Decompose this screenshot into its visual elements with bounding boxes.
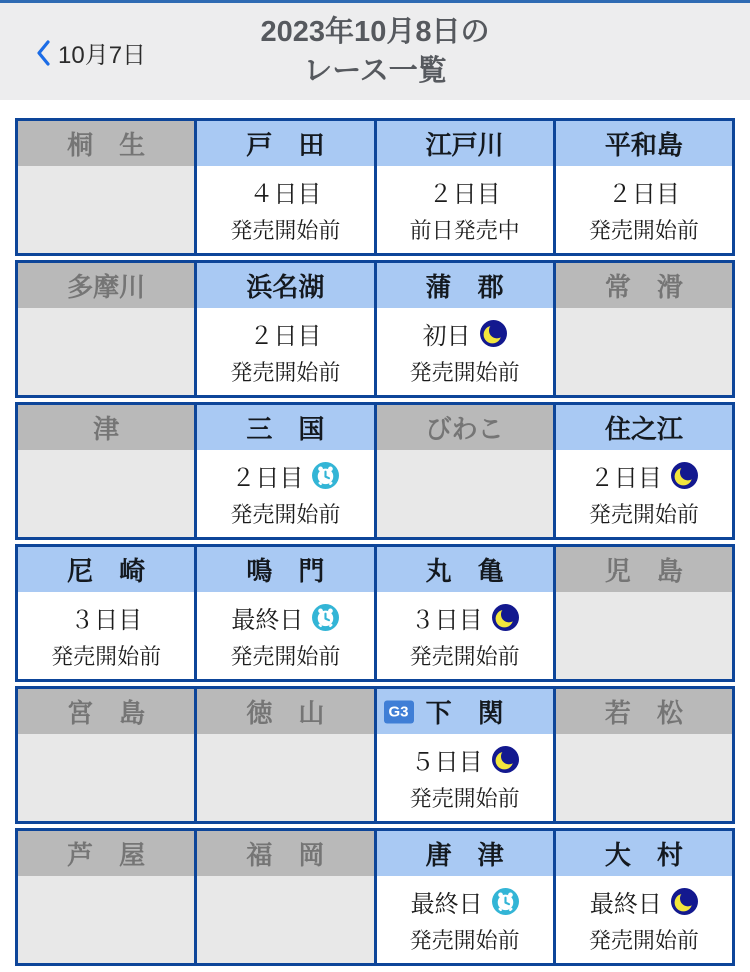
day-label: ２日目: [607, 181, 680, 208]
venue-name-label: 芦 屋: [67, 840, 146, 870]
night-race-moon-icon: [480, 320, 507, 347]
venue-body: [197, 308, 373, 395]
day-label: 初日: [422, 323, 471, 350]
page-title-line1: 2023年10月8日の: [260, 16, 490, 49]
venue-header: [197, 689, 373, 734]
day-line: [18, 601, 194, 634]
venue-cell: [197, 689, 373, 821]
sale-status-label: 発売開始前: [588, 502, 699, 527]
venue-header: [377, 263, 553, 308]
venue-cell[interactable]: [377, 263, 553, 395]
venue-header: [197, 405, 373, 450]
venue-body: [556, 166, 732, 253]
venue-name-label: 福 岡: [246, 840, 325, 870]
venue-cell[interactable]: [556, 831, 732, 963]
page-title: [261, 13, 490, 90]
sale-status-label: 発売開始前: [409, 928, 520, 953]
day-label: ２日目: [428, 181, 501, 208]
night-race-moon-icon: [492, 604, 519, 631]
venue-header: [18, 547, 194, 592]
day-line: [377, 317, 553, 350]
day-label: 最終日: [589, 891, 662, 918]
venue-body: [377, 166, 553, 253]
day-line: [556, 459, 732, 492]
venue-header: [377, 689, 553, 734]
sale-status-label: 発売開始前: [409, 644, 520, 669]
venue-name-label: 平和島: [604, 130, 683, 160]
sale-status-label: 発売開始前: [588, 928, 699, 953]
venue-body: [377, 308, 553, 395]
venue-name-label: 多摩川: [67, 272, 146, 302]
venue-body: [197, 876, 373, 963]
venue-header: [197, 121, 373, 166]
venue-body: [556, 876, 732, 963]
page-title-line2: レース一覧: [303, 54, 447, 87]
venue-grid: [15, 118, 735, 966]
venue-cell: [18, 263, 194, 395]
venue-cell[interactable]: [377, 689, 553, 821]
venue-row: [15, 828, 735, 966]
venue-name-label: 児 島: [604, 556, 683, 586]
day-label: 最終日: [410, 891, 483, 918]
venue-header: [197, 547, 373, 592]
back-button-label: 10月7日: [58, 42, 147, 69]
venue-body: [377, 592, 553, 679]
sale-status-label: 発売開始前: [588, 218, 699, 243]
sale-status-label: 発売開始前: [409, 786, 520, 811]
venue-row: [15, 118, 735, 256]
day-line: [377, 601, 553, 634]
day-line: [197, 175, 373, 208]
day-line: [377, 885, 553, 918]
venue-body: [18, 308, 194, 395]
day-label: ３日目: [410, 607, 483, 634]
venue-header: [377, 121, 553, 166]
venue-header: [556, 263, 732, 308]
venue-header: [197, 263, 373, 308]
venue-cell: [556, 263, 732, 395]
venue-name-label: 丸 亀: [425, 556, 504, 586]
venue-body: [377, 876, 553, 963]
venue-row: [15, 402, 735, 540]
sale-status-label: 発売開始前: [409, 360, 520, 385]
venue-cell[interactable]: [377, 547, 553, 679]
venue-cell[interactable]: [197, 121, 373, 253]
venue-cell: [197, 831, 373, 963]
morning-race-clock-icon: [312, 604, 339, 631]
venue-body: [377, 734, 553, 821]
venue-body: [197, 734, 373, 821]
night-race-moon-icon: [671, 462, 698, 489]
venue-cell: [556, 547, 732, 679]
day-label: ２日目: [249, 323, 322, 350]
venue-body: [18, 450, 194, 537]
venue-row: [15, 260, 735, 398]
venue-name-label: 大 村: [604, 840, 683, 870]
venue-cell[interactable]: [377, 121, 553, 253]
day-line: [556, 885, 732, 918]
venue-name-label: 蒲 郡: [425, 272, 504, 302]
grade-g3-badge: G3: [384, 700, 414, 723]
day-label: 最終日: [231, 607, 304, 634]
venue-cell: [377, 405, 553, 537]
venue-header: [556, 689, 732, 734]
day-line: [197, 601, 373, 634]
sale-status-label: 発売開始前: [230, 502, 341, 527]
sale-status-label: 発売開始前: [230, 360, 341, 385]
venue-body: [556, 734, 732, 821]
venue-name-label: 鳴 門: [246, 556, 325, 586]
sale-status-label: 発売開始前: [230, 218, 341, 243]
venue-name-label: 若 松: [604, 698, 683, 728]
sale-status-label: 発売開始前: [230, 644, 341, 669]
venue-name-label: 住之江: [604, 414, 683, 444]
chevron-left-icon: [36, 40, 51, 66]
venue-cell: [18, 831, 194, 963]
venue-name-label: 下 関: [425, 698, 504, 728]
venue-header: [18, 405, 194, 450]
night-race-moon-icon: [492, 746, 519, 773]
venue-header: [18, 263, 194, 308]
day-line: [377, 743, 553, 776]
venue-body: [377, 450, 553, 537]
venue-header: [556, 831, 732, 876]
venue-name-label: 尼 崎: [67, 556, 146, 586]
venue-header: [556, 121, 732, 166]
venue-name-label: 三 国: [246, 414, 325, 444]
day-label: ３日目: [70, 607, 143, 634]
venue-body: [197, 450, 373, 537]
venue-cell[interactable]: [197, 405, 373, 537]
venue-body: [18, 592, 194, 679]
venue-cell: [18, 689, 194, 821]
venue-name-label: 宮 島: [67, 698, 146, 728]
venue-cell[interactable]: [197, 263, 373, 395]
day-line: [197, 459, 373, 492]
venue-header: [377, 547, 553, 592]
venue-cell: [18, 405, 194, 537]
venue-cell: [556, 689, 732, 821]
venue-name-label: 常 滑: [604, 272, 683, 302]
night-race-moon-icon: [671, 888, 698, 915]
venue-row: [15, 686, 735, 824]
venue-cell[interactable]: [377, 831, 553, 963]
venue-name-label: 徳 山: [246, 698, 325, 728]
venue-cell[interactable]: [556, 405, 732, 537]
morning-race-clock-icon: [312, 462, 339, 489]
venue-name-label: 戸 田: [246, 130, 325, 160]
day-line: [556, 175, 732, 208]
venue-header: [556, 405, 732, 450]
day-label: ４日目: [249, 181, 322, 208]
venue-body: [18, 876, 194, 963]
venue-cell[interactable]: [556, 121, 732, 253]
morning-race-clock-icon: [492, 888, 519, 915]
day-label: ５日目: [410, 749, 483, 776]
day-label: ２日目: [589, 465, 662, 492]
venue-cell[interactable]: [18, 547, 194, 679]
back-button[interactable]: [36, 35, 146, 70]
venue-cell: [18, 121, 194, 253]
sale-status-label: 発売開始前: [51, 644, 162, 669]
venue-name-label: 唐 津: [425, 840, 504, 870]
venue-name-label: びわこ: [425, 414, 504, 444]
day-line: [377, 175, 553, 208]
venue-header: [197, 831, 373, 876]
venue-name-label: 浜名湖: [246, 272, 325, 302]
day-line: [197, 317, 373, 350]
venue-body: [556, 592, 732, 679]
venue-header: [377, 831, 553, 876]
venue-body: [556, 308, 732, 395]
venue-name-label: 江戸川: [425, 130, 504, 160]
venue-row: [15, 544, 735, 682]
venue-body: [18, 166, 194, 253]
venue-header: [18, 831, 194, 876]
venue-body: [197, 166, 373, 253]
venue-name-label: 津: [93, 414, 120, 444]
venue-header: [377, 405, 553, 450]
day-label: ２日目: [231, 465, 304, 492]
venue-header: [556, 547, 732, 592]
sale-status-label: 前日発売中: [409, 218, 520, 243]
venue-body: [18, 734, 194, 821]
venue-cell[interactable]: [197, 547, 373, 679]
venue-body: [556, 450, 732, 537]
venue-body: [197, 592, 373, 679]
venue-header: [18, 121, 194, 166]
venue-name-label: 桐 生: [67, 130, 146, 160]
app-header: [0, 3, 750, 100]
venue-header: [18, 689, 194, 734]
